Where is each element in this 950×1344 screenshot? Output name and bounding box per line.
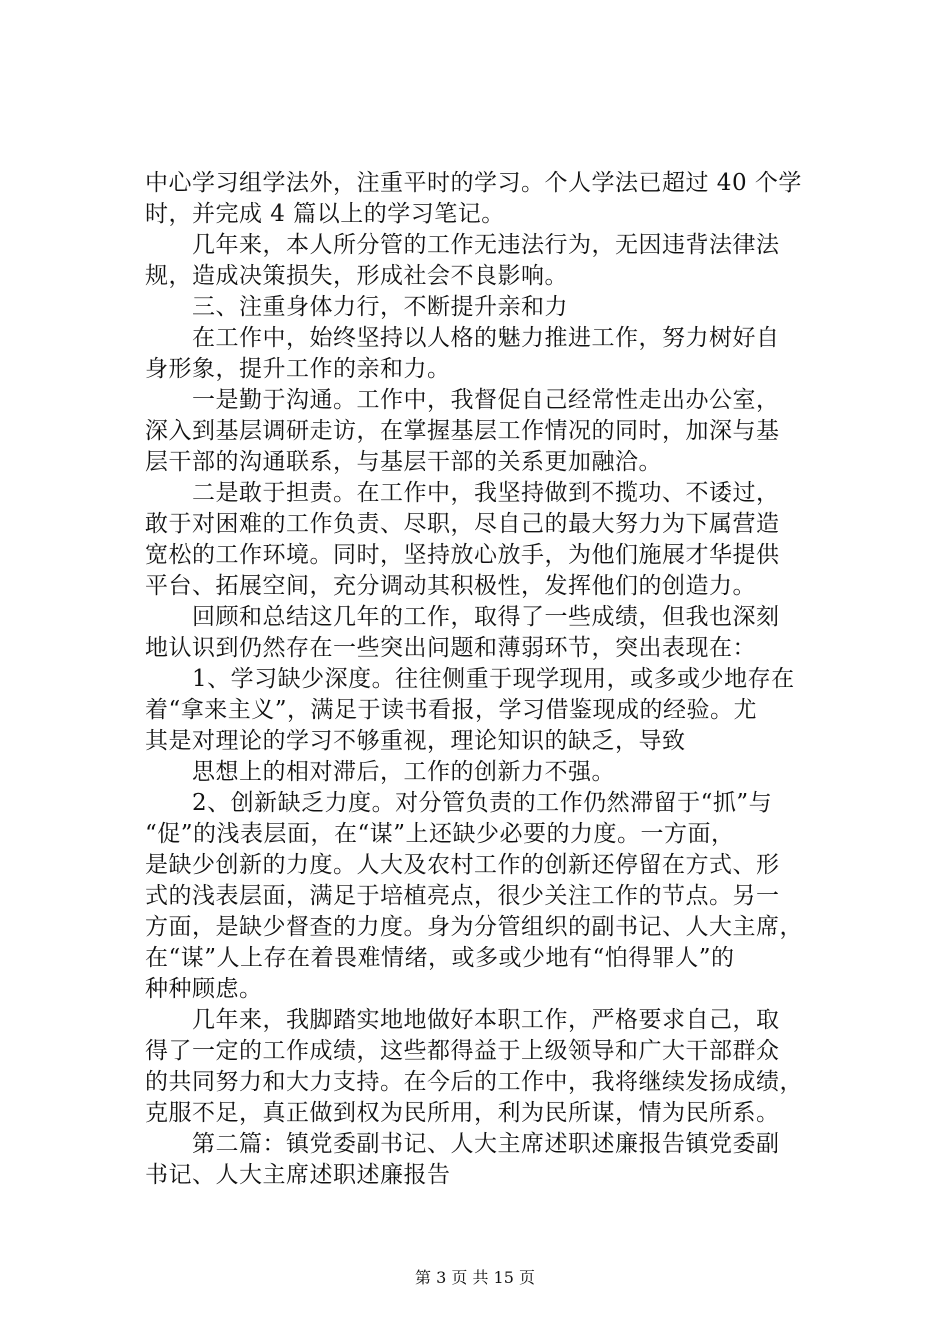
text-line: 规，造成决策损失，形成社会不良影响。 bbox=[145, 263, 568, 289]
text-line: 其是对理论的学习不够重视，理论知识的缺乏，导致 bbox=[145, 728, 686, 754]
text-line: 敢于对困难的工作负责、尽职，尽自己的最大努力为下属营造 bbox=[145, 511, 780, 537]
text-line: 层干部的沟通联系，与基层干部的关系更加融洽。 bbox=[145, 449, 662, 475]
text-line: 深入到基层调研走访，在掌握基层工作情况的同时，加深与基 bbox=[145, 418, 780, 444]
text-line: 在“谋”人上存在着畏难情绪，或多或少地有“怕得罪人”的 bbox=[145, 945, 735, 971]
page-number-footer: 第 3 页 共 15 页 bbox=[415, 1268, 535, 1287]
text-line: 式的浅表层面，满足于培植亮点，很少关注工作的节点。另一 bbox=[145, 883, 780, 909]
text-line: 方面，是缺少督查的力度。身为分管组织的副书记、人大主席， bbox=[145, 914, 803, 940]
text-line: 2、创新缺乏力度。对分管负责的工作仍然滞留于“抓”与 bbox=[145, 790, 773, 816]
text-line: 时，并完成 4 篇以上的学习笔记。 bbox=[145, 201, 505, 227]
text-line: 着“拿来主义”，满足于读书看报，学习借鉴现成的经验。尤 bbox=[145, 697, 758, 723]
text-line: 是缺少创新的力度。人大及农村工作的创新还停留在方式、形 bbox=[145, 852, 780, 878]
text-line: 中心学习组学法外，注重平时的学习。个人学法已超过 40 个学 bbox=[145, 170, 802, 196]
text-line: 几年来，我脚踏实地地做好本职工作，严格要求自己，取 bbox=[145, 1007, 780, 1033]
text-line: 平台、拓展空间，充分调动其积极性，发挥他们的创造力。 bbox=[145, 573, 756, 599]
section-heading: 书记、人大主席述职述廉报告 bbox=[145, 1162, 451, 1188]
text-line: 身形象，提升工作的亲和力。 bbox=[145, 356, 451, 382]
section-heading: 第二篇：镇党委副书记、人大主席述职述廉报告镇党委副 bbox=[145, 1131, 780, 1157]
text-line: 在工作中，始终坚持以人格的魅力推进工作，努力树好自 bbox=[145, 325, 780, 351]
text-line: 宽松的工作环境。同时，坚持放心放手，为他们施展才华提供 bbox=[145, 542, 780, 568]
text-line: 二是敢于担责。在工作中，我坚持做到不揽功、不诿过， bbox=[145, 480, 780, 506]
text-line: 得了一定的工作成绩，这些都得益于上级领导和广大干部群众 bbox=[145, 1038, 780, 1064]
text-line: 种种顾虑。 bbox=[145, 976, 263, 1002]
text-line: 几年来，本人所分管的工作无违法行为，无因违背法律法 bbox=[145, 232, 780, 258]
text-line: 1、学习缺少深度。往往侧重于现学现用，或多或少地存在 bbox=[145, 666, 795, 692]
text-line: “促”的浅表层面，在“谋”上还缺少必要的力度。一方面， bbox=[145, 821, 735, 847]
text-line: 地认识到仍然存在一些突出问题和薄弱环节，突出表现在： bbox=[145, 635, 756, 661]
text-line: 一是勤于沟通。工作中，我督促自己经常性走出办公室， bbox=[145, 387, 780, 413]
document-body bbox=[145, 168, 835, 1191]
text-line: 思想上的相对滞后，工作的创新力不强。 bbox=[145, 759, 615, 785]
section-heading: 三、注重身体力行，不断提升亲和力 bbox=[145, 294, 568, 320]
text-line: 回顾和总结这几年的工作，取得了一些成绩，但我也深刻 bbox=[145, 604, 780, 630]
text-line: 克服不足，真正做到权为民所用，利为民所谋，情为民所系。 bbox=[145, 1100, 780, 1126]
text-line: 的共同努力和大力支持。在今后的工作中，我将继续发扬成绩， bbox=[145, 1069, 803, 1095]
